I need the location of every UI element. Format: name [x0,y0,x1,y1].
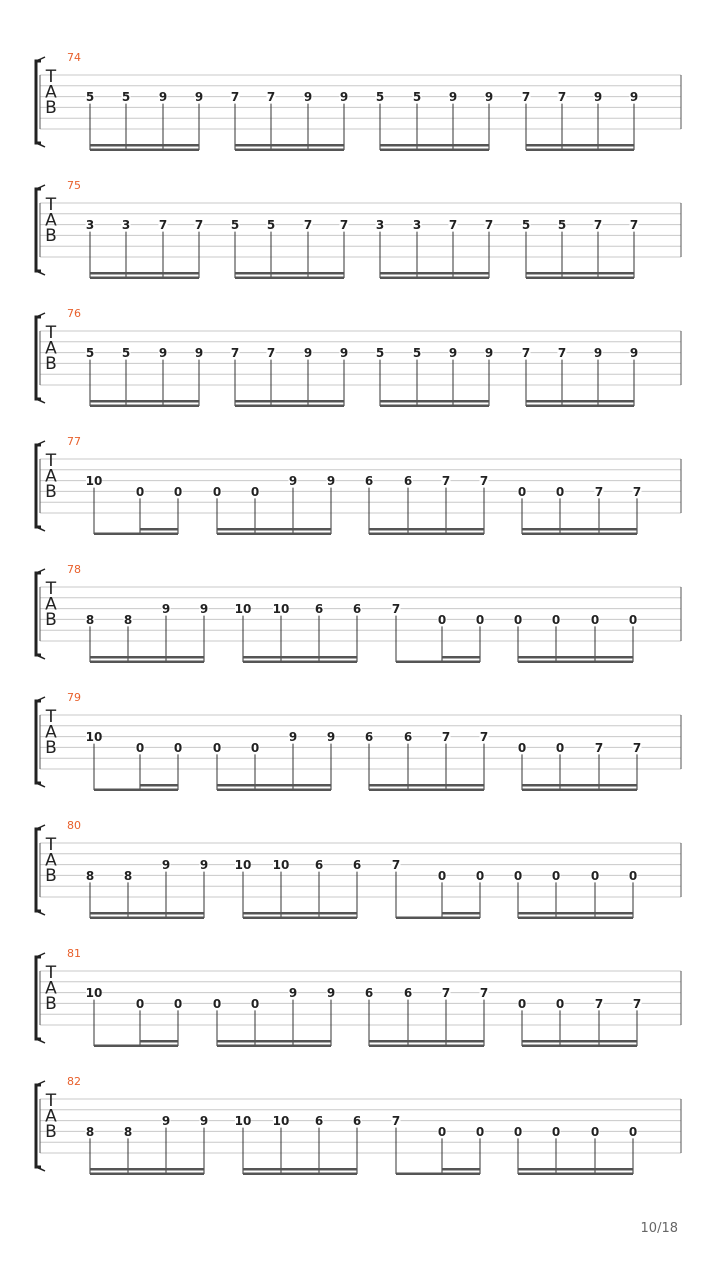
measure-number: 75 [67,179,81,192]
tab-clef-letter: A [45,82,57,103]
beam [522,784,637,787]
beam-group [369,784,484,791]
fret-number: 0 [212,996,222,1011]
fret-number: 7 [158,218,168,233]
fret-number: 9 [593,346,603,361]
beam [217,1040,331,1043]
beam-group [243,656,357,663]
fret-number: 7 [391,858,401,873]
fret-number: 9 [448,346,458,361]
beam [94,1045,178,1048]
fret-number: 0 [628,612,638,627]
fret-number: 7 [594,740,604,755]
fret-number: 5 [121,90,131,105]
fret-number: 7 [230,90,240,105]
fret-number: 3 [412,218,422,233]
beam-group [522,1040,637,1047]
fret-number: 3 [85,218,95,233]
fret-number: 10 [272,858,290,873]
beam-group [526,272,634,279]
beam [396,661,480,664]
fret-number: 7 [521,90,531,105]
tab-system [36,691,681,791]
fret-number: 7 [391,602,401,617]
measure-number: 76 [67,307,81,320]
beam [442,656,480,659]
fret-number: 7 [632,740,642,755]
tab-clef-letter: B [45,354,57,374]
beam [90,277,199,280]
fret-number: 0 [212,484,222,499]
fret-number: 6 [364,986,374,1001]
beam [369,784,484,787]
fret-number: 9 [629,90,639,105]
tab-clef-letter: A [45,338,57,359]
beam [243,661,357,664]
measure-number: 81 [67,947,81,960]
fret-number: 9 [161,602,171,617]
fret-number: 5 [230,218,240,233]
fret-number: 0 [555,484,565,499]
beam [526,405,634,408]
beam [217,528,331,531]
beam [140,528,178,531]
beam [90,661,204,664]
tab-clef-letter: T [45,67,57,87]
beam [217,789,331,792]
fret-number: 0 [628,868,638,883]
beam-group [380,400,489,407]
fret-number: 10 [85,730,103,745]
beam [380,272,489,275]
fret-number: 10 [85,986,103,1001]
fret-number: 6 [314,602,324,617]
beam [243,1173,357,1176]
beam [518,912,633,915]
fret-number: 9 [199,858,209,873]
tab-clef-letter: B [45,866,57,886]
fret-number: 0 [437,1124,447,1139]
beam [94,533,178,536]
fret-number: 5 [375,346,385,361]
beam-group [235,272,344,279]
fret-number: 9 [158,90,168,105]
beam-group [94,784,178,791]
fret-number: 0 [590,1124,600,1139]
beam [526,144,634,147]
fret-number: 0 [250,740,260,755]
beam-group [369,528,484,535]
beam-group [396,656,480,663]
fret-number: 9 [288,986,298,1001]
beam [518,661,633,664]
fret-number: 9 [303,346,313,361]
fret-number: 7 [391,1114,401,1129]
page-number: 10/18 [640,1221,678,1236]
beam [235,277,344,280]
fret-number: 7 [629,218,639,233]
fret-number: 9 [288,474,298,489]
beam-group [526,400,634,407]
beam-group [369,1040,484,1047]
fret-number: 0 [135,484,145,499]
beam-group [90,272,199,279]
beam-group [518,912,633,919]
fret-number: 0 [475,1124,485,1139]
fret-number: 6 [364,730,374,745]
beam-group [380,144,489,151]
tab-system [36,947,681,1047]
beam-group [243,912,357,919]
measure-number: 80 [67,819,81,832]
beam [522,1040,637,1043]
fret-number: 6 [403,986,413,1001]
beam [90,405,199,408]
beam [140,1040,178,1043]
fret-number: 7 [479,474,489,489]
fret-number: 7 [557,90,567,105]
tab-clef-letter: T [45,579,57,599]
beam-group [235,144,344,151]
beam [369,789,484,792]
fret-number: 0 [475,868,485,883]
fret-number: 9 [326,986,336,1001]
beam [90,400,199,403]
fret-number: 5 [521,218,531,233]
beam [140,784,178,787]
beam [217,533,331,536]
fret-number: 5 [85,90,95,105]
fret-number: 0 [513,1124,523,1139]
beam-group [90,1168,204,1175]
fret-number: 3 [375,218,385,233]
beam [518,1173,633,1176]
fret-number: 7 [266,346,276,361]
beam-group [217,1040,331,1047]
fret-number: 0 [555,996,565,1011]
tab-clef-letter: A [45,466,57,487]
beam-group [217,784,331,791]
tab-clef-letter: B [45,1122,57,1142]
fret-number: 7 [484,218,494,233]
fret-number: 5 [412,90,422,105]
tab-system [36,307,681,407]
fret-number: 9 [194,90,204,105]
beam [235,405,344,408]
fret-number: 8 [123,612,133,627]
fret-number: 0 [555,740,565,755]
fret-number: 9 [593,90,603,105]
fret-number: 9 [303,90,313,105]
beam-group [396,1168,480,1175]
fret-number: 0 [513,868,523,883]
measure-number: 77 [67,435,81,448]
beam [90,144,199,147]
tab-system [36,1075,681,1175]
beam [235,272,344,275]
fret-number: 7 [479,986,489,1001]
tab-clef-letter: T [45,195,57,215]
fret-number: 7 [521,346,531,361]
fret-number: 5 [375,90,385,105]
fret-number: 7 [632,996,642,1011]
fret-number: 0 [250,484,260,499]
beam-group [380,272,489,279]
fret-number: 9 [194,346,204,361]
tab-clef-letter: A [45,722,57,743]
tab-system [36,51,681,151]
tab-clef-letter: T [45,451,57,471]
fret-number: 10 [272,1114,290,1129]
fret-number: 7 [441,730,451,745]
beam-group [522,528,637,535]
fret-number: 10 [85,474,103,489]
beam-group [90,912,204,919]
tab-clef-letter: T [45,835,57,855]
beam [369,1040,484,1043]
beam [217,1045,331,1048]
beam [522,789,637,792]
beam [518,1168,633,1171]
fret-number: 9 [339,90,349,105]
fret-number: 6 [314,858,324,873]
beam-group [235,400,344,407]
beam [522,1045,637,1048]
tab-clef-letter: A [45,978,57,999]
tab-clef-letter: T [45,963,57,983]
fret-number: 8 [85,868,95,883]
beam [526,277,634,280]
beam [522,533,637,536]
beam [243,656,357,659]
fret-number: 0 [173,996,183,1011]
beam [380,277,489,280]
fret-number: 0 [628,1124,638,1139]
fret-number: 8 [123,868,133,883]
fret-number: 0 [173,740,183,755]
fret-number: 6 [352,858,362,873]
tab-clef-letter: B [45,98,57,118]
fret-number: 0 [250,996,260,1011]
fret-number: 7 [266,90,276,105]
fret-number: 9 [288,730,298,745]
tab-clef-letter: T [45,1091,57,1111]
tab-clef-letter: A [45,1106,57,1127]
tab-clef-letter: B [45,994,57,1014]
fret-number: 0 [517,996,527,1011]
beam-group [94,528,178,535]
measure-number: 82 [67,1075,81,1088]
fret-number: 9 [199,602,209,617]
fret-number: 5 [121,346,131,361]
fret-number: 9 [339,346,349,361]
beam [380,405,489,408]
fret-number: 10 [234,1114,252,1129]
beam [235,400,344,403]
fret-number: 6 [403,730,413,745]
fret-number: 9 [161,1114,171,1129]
fret-number: 9 [161,858,171,873]
fret-number: 6 [364,474,374,489]
beam [396,1173,480,1176]
fret-number: 7 [230,346,240,361]
beam [217,784,331,787]
fret-number: 10 [234,858,252,873]
beam [243,917,357,920]
fret-number: 0 [135,740,145,755]
beam [522,528,637,531]
fret-number: 9 [484,346,494,361]
beam [442,1168,480,1171]
beam-group [90,656,204,663]
fret-number: 5 [85,346,95,361]
fret-number: 10 [234,602,252,617]
fret-number: 0 [437,868,447,883]
fret-number: 7 [441,474,451,489]
beam-group [90,400,199,407]
beam [380,400,489,403]
fret-number: 9 [448,90,458,105]
beam [90,272,199,275]
fret-number: 7 [339,218,349,233]
fret-number: 8 [123,1124,133,1139]
beam-group [217,528,331,535]
beam [90,1173,204,1176]
fret-number: 7 [632,484,642,499]
fret-number: 0 [517,740,527,755]
beam [526,149,634,152]
fret-number: 7 [479,730,489,745]
beam [526,400,634,403]
fret-number: 9 [484,90,494,105]
beam [90,912,204,915]
tab-clef-letter: B [45,226,57,246]
fret-number: 3 [121,218,131,233]
fret-number: 0 [551,868,561,883]
fret-number: 9 [326,474,336,489]
tab-system [36,563,681,663]
beam-group [90,144,199,151]
beam [94,789,178,792]
fret-number: 0 [212,740,222,755]
beam [90,656,204,659]
measure-number: 74 [67,51,81,64]
fret-number: 5 [412,346,422,361]
fret-number: 6 [352,1114,362,1129]
beam [235,149,344,152]
beam-group [518,656,633,663]
beam-group [243,1168,357,1175]
measure-number: 79 [67,691,81,704]
tab-clef-letter: T [45,707,57,727]
beam [518,656,633,659]
fret-number: 7 [557,346,567,361]
tab-system [36,435,681,535]
beam [526,272,634,275]
beam [396,917,480,920]
fret-number: 7 [594,996,604,1011]
beam [369,533,484,536]
fret-number: 7 [594,484,604,499]
fret-number: 5 [266,218,276,233]
tab-system [36,179,681,279]
beam [90,149,199,152]
beam [518,917,633,920]
fret-number: 7 [303,218,313,233]
fret-number: 0 [173,484,183,499]
fret-number: 6 [314,1114,324,1129]
beam [235,144,344,147]
beam [369,528,484,531]
fret-number: 7 [448,218,458,233]
fret-number: 0 [551,1124,561,1139]
beam [90,917,204,920]
fret-number: 9 [199,1114,209,1129]
tab-system [36,819,681,919]
beam-group [396,912,480,919]
fret-number: 10 [272,602,290,617]
fret-number: 0 [551,612,561,627]
beam [380,149,489,152]
fret-number: 0 [475,612,485,627]
beam [369,1045,484,1048]
beam-group [518,1168,633,1175]
tab-clef-letter: A [45,210,57,231]
fret-number: 9 [629,346,639,361]
fret-number: 6 [352,602,362,617]
fret-number: 0 [517,484,527,499]
fret-number: 0 [135,996,145,1011]
beam-group [526,144,634,151]
fret-number: 7 [441,986,451,1001]
fret-number: 6 [403,474,413,489]
fret-number: 8 [85,612,95,627]
fret-number: 7 [593,218,603,233]
tab-clef-letter: B [45,738,57,758]
beam [243,912,357,915]
fret-number: 5 [557,218,567,233]
beam-group [94,1040,178,1047]
beam-group [522,784,637,791]
beam [380,144,489,147]
beam [442,912,480,915]
fret-number: 0 [513,612,523,627]
tab-clef-letter: T [45,323,57,343]
beam [90,1168,204,1171]
fret-number: 0 [437,612,447,627]
fret-number: 9 [326,730,336,745]
tab-clef-letter: B [45,482,57,502]
measure-number: 78 [67,563,81,576]
fret-number: 0 [590,868,600,883]
fret-number: 0 [590,612,600,627]
tab-clef-letter: A [45,594,57,615]
fret-number: 7 [194,218,204,233]
beam [243,1168,357,1171]
tab-clef-letter: A [45,850,57,871]
fret-number: 8 [85,1124,95,1139]
tab-clef-letter: B [45,610,57,630]
fret-number: 9 [158,346,168,361]
